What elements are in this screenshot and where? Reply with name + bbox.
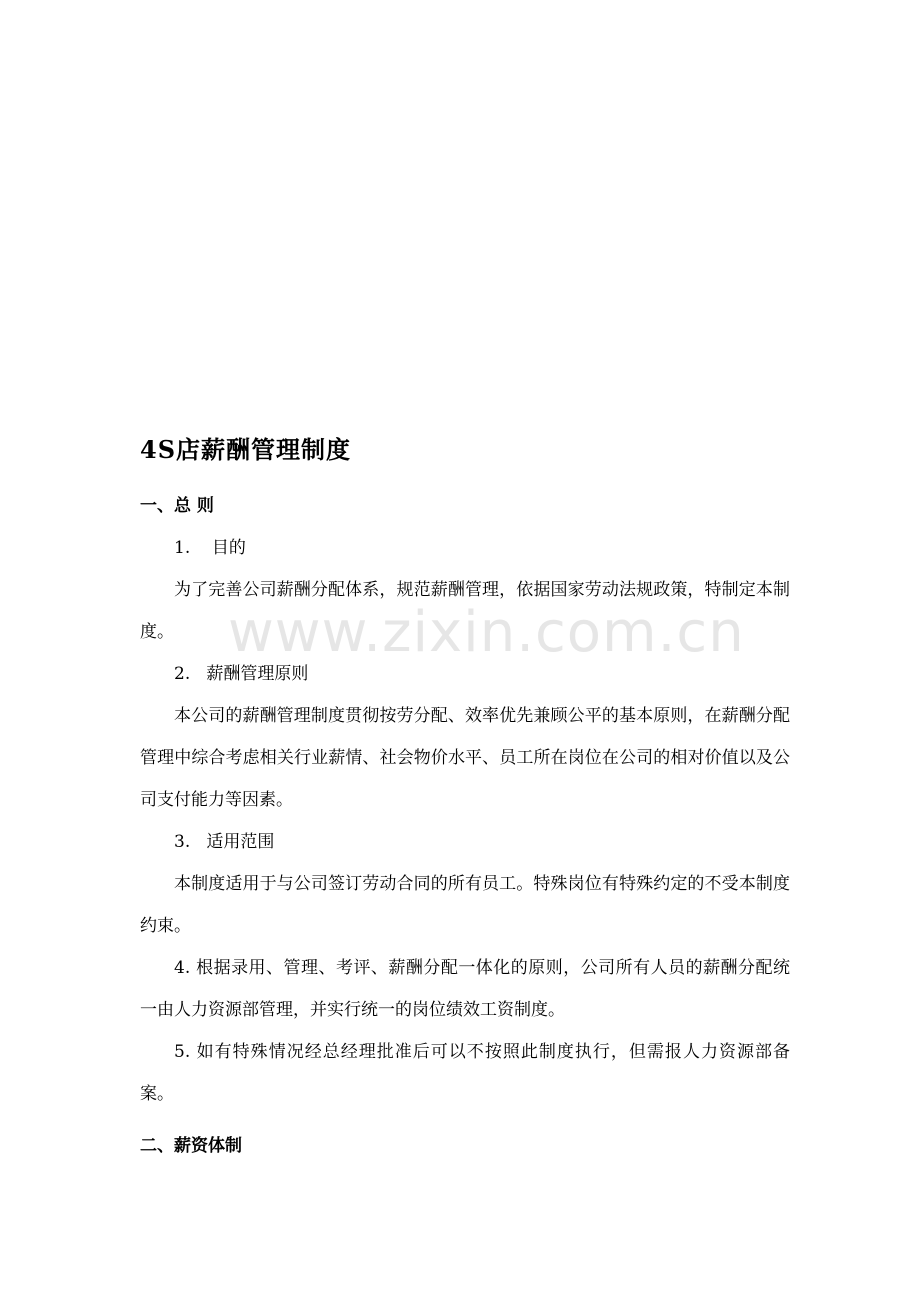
item-heading-purpose: 1. 目的 [174, 538, 246, 558]
document-title: 4S店薪酬管理制度 [140, 435, 352, 464]
item-heading-principles: 2. 薪酬管理原则 [174, 664, 309, 684]
paragraph-scope: 本制度适用于与公司签订劳动合同的所有员工。特殊岗位有特殊约定的不受本制度约束。 [140, 874, 790, 936]
section-heading-salary-system: 二、薪资体制 [140, 1136, 242, 1156]
paragraph-purpose: 为了完善公司薪酬分配体系，规范薪酬管理，依据国家劳动法规政策，特制定本制度。 [140, 580, 790, 642]
paragraph-item-4: 4. 根据录用、管理、考评、薪酬分配一体化的原则，公司所有人员的薪酬分配统一由人力资源部管理，并实行统一的岗位绩效工资制度。 [140, 958, 790, 1020]
watermark: www.zixin.com.cn [228, 600, 745, 665]
paragraph-item-5: 5. 如有特殊情况经总经理批准后可以不按照此制度执行，但需报人力资源部备案。 [140, 1042, 790, 1104]
section-heading-general: 一、总 则 [140, 496, 214, 516]
document-body [140, 425, 790, 1167]
paragraph-principles: 本公司的薪酬管理制度贯彻按劳分配、效率优先兼顾公平的基本原则，在薪酬分配管理中综合考虑相关行业薪情、社会物价水平、员工所在岗位在公司的相对价值以及公司支付能力等因素。 [140, 706, 790, 810]
item-heading-scope: 3. 适用范围 [174, 832, 275, 852]
